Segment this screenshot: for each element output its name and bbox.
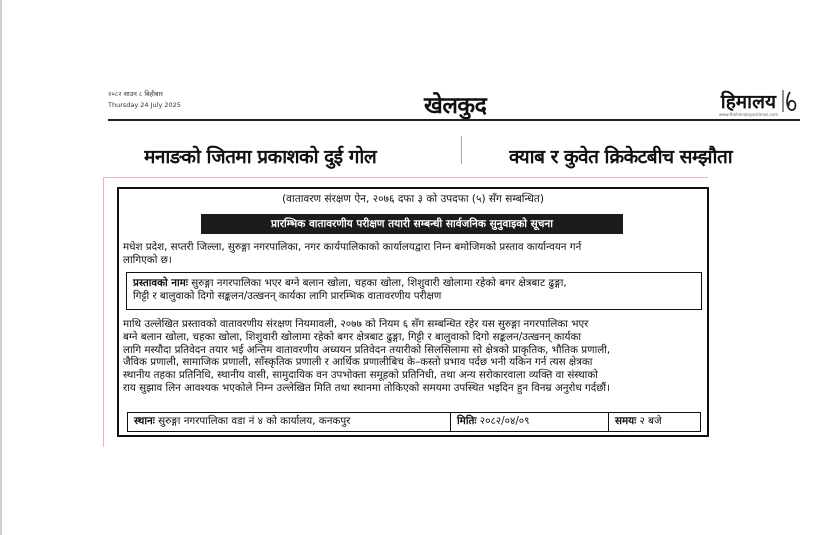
intro-line: लागिएको छ। [123,254,172,266]
body-line: स्थानीय तहका प्रतिनिधि, स्थानीय वासी, सामुदायिक वन उपभोक्ता समूहको प्रतिनिधी, तथा अन्य सरोकारवाला व्यक्ति वा संस्थाको [123,369,598,382]
place-value: सुरुङ्गा नगरपालिका वडा नं ४ को कार्यालय, कनकपुर [158,415,351,427]
time-label: समयः [615,415,637,427]
notice-intro [123,241,703,267]
place-label: स्थानः [134,415,155,427]
masthead [108,86,800,122]
body-line: बग्ने बलान खोला, चहका खोला, शिशुवारी खोलामा रहेको बगर क्षेत्रबाट ढुङ्गा, गिट्टी र बालुवाको दिगो सङ्कलन/उत्खनन् कार्यका [123,330,582,343]
act-reference: (वातावरण संरक्षण ऐन, २०७६ दफा ३ को उपदफा (५) सँग सम्बन्धित) [282,193,544,205]
body-line: राय सुझाव लिन आवश्यक भएकोले निम्न उल्लेखित मिति तथा स्थानमा तोकिएको समयमा उपस्थित भइदिन हुन विनम्र अनुरोध गर्दछौं। [123,381,610,394]
issue-date-english: Thursday 24 July 2025 [108,101,181,109]
column-separator [461,136,462,164]
page-left-border [0,0,2,535]
proposal-text: सुरुङ्गा नगरपालिका भएर बग्ने बलान खोला, चहका खोला, शिशुवारी खोलामा रहेको बगर क्षेत्रबाट ढुङ्गा, [191,277,567,289]
headline-left: मनाङको जितमा प्रकाशको दुई गोल [144,146,377,168]
brand-url: www.thehimalayantimes.com [718,112,778,117]
brand-logo-icon [782,88,800,114]
body-line: माथि उल्लेखित प्रस्तावको वातावरणीय संरक्षण नियमावली, २०७७ को नियम ६ सँग सम्बन्धित रहेर यस सुरुङ्गा नगरपालिका भएर [123,318,589,330]
date-value: २०८२/०४/०९ [479,415,530,427]
body-line: लागि मस्यौदा प्रतिवेदन तयार भई अन्तिम वातावरणीय अध्ययन प्रतिवेदन तयारीको सिलसिलामा सो क्षेत्रको प्राकृतिक, भौतिक प्रणाली, [123,343,611,356]
issue-date [108,89,181,111]
issue-date-nepali: २०८२ साउन ८ बिहीबार [108,90,163,98]
time-value: २ बजे [639,415,662,427]
footer-time [609,413,700,431]
footer-place [128,413,451,431]
notice-footer [127,412,701,432]
intro-line: मधेश प्रदेश, सप्तरी जिल्ला, सुरुङ्गा नगरपालिका, नगर कार्यपालिकाको कार्यालयद्वारा निम्न बमोजिमको प्रस्ताव कार्यान्वयन गर्न [123,241,582,253]
proposal-box [126,272,702,310]
proposal-line [133,277,695,290]
body-line: जैविक प्रणाली, सामाजिक प्रणाली, साँस्कृतिक प्रणाली र आर्थिक प्रणालीबिच के–कस्तो प्रभाव पर्दछ भनी यकिन गर्न त्यस क्षेत्रका [123,356,593,369]
section-title: खेलकुद [424,93,487,119]
proposal-label: प्रस्तावको नामः [133,277,188,289]
date-label: मितिः [457,415,477,427]
notice-title: प्रारम्भिक वातावरणीय परीक्षण तयारी सम्बन्धी सार्वजनिक सुनुवाइको सूचना [201,214,623,234]
headline-right: क्याब र कुवेत क्रिकेटबीच सम्झौता [509,146,733,168]
masthead-rule [108,119,800,121]
notice-body [123,318,703,395]
footer-date [451,413,609,431]
public-notice [117,187,709,437]
brand-name: हिमालय [720,91,776,113]
proposal-line: गिट्टी र बालुवाको दिगो सङ्कलन/उत्खनन् कार्यका लागि प्रारम्भिक वातावरणीय परीक्षण [133,290,442,302]
